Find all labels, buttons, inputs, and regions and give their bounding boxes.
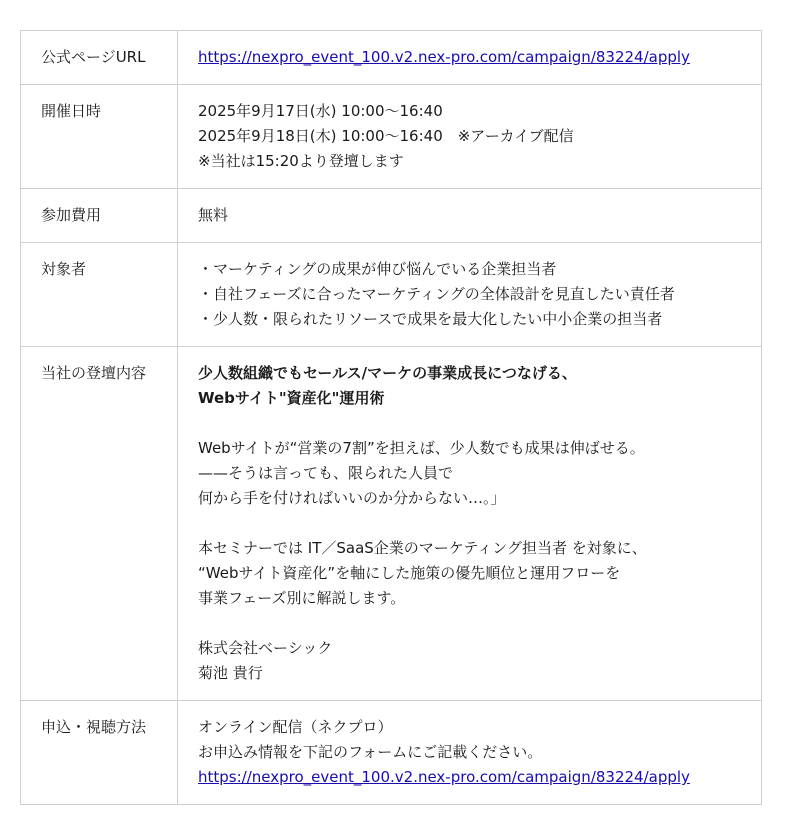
official-url-link[interactable]: https://nexpro_event_100.v2.nex-pro.com/campaign/83224/apply: [198, 48, 690, 66]
session-content-label: 当社の登壇内容: [21, 347, 178, 701]
apply-method-line: オンライン配信（ネクプロ）: [198, 718, 393, 736]
session-intro-line: Webサイトが“営業の7割”を担えば、少人数でも成果は伸ばせる。: [198, 439, 645, 457]
fee-value: 無料: [178, 189, 762, 243]
event-dates-label: 開催日時: [21, 85, 178, 189]
official-url-cell: [178, 31, 762, 85]
spacer: [198, 411, 751, 436]
audience-item: ・マーケティングの成果が伸び悩んでいる企業担当者: [198, 260, 557, 278]
session-intro-line: ——そうは言っても、限られた人員で: [198, 464, 454, 482]
fee-label: 参加費用: [21, 189, 178, 243]
apply-method-cell: [178, 701, 762, 805]
event-date-line: 2025年9月18日(木) 10:00〜16:40 ※アーカイブ配信: [198, 127, 574, 145]
speaker-company: 株式会社ベーシック: [198, 639, 333, 657]
row-event-dates: [21, 85, 762, 189]
event-date-note: ※当社は15:20より登壇します: [198, 152, 404, 170]
event-date-line: 2025年9月17日(水) 10:00〜16:40: [198, 102, 443, 120]
speaker-name: 菊池 貴行: [198, 664, 263, 682]
event-info-table: [20, 30, 762, 805]
session-title-line: Webサイト"資産化"運用術: [198, 389, 385, 407]
spacer: [198, 511, 751, 536]
apply-method-line: お申込み情報を下記のフォームにご記載ください。: [198, 743, 543, 761]
official-url-label: 公式ページURL: [21, 31, 178, 85]
target-audience-label: 対象者: [21, 243, 178, 347]
apply-form-link[interactable]: https://nexpro_event_100.v2.nex-pro.com/campaign/83224/apply: [198, 768, 690, 786]
row-target-audience: [21, 243, 762, 347]
session-intro-line: 何から手を付ければいいのか分からない…。」: [198, 489, 506, 507]
session-body-line: 本セミナーでは IT／SaaS企業のマーケティング担当者 を対象に、: [198, 539, 647, 557]
target-audience-cell: [178, 243, 762, 347]
audience-item: ・少人数・限られたリソースで成果を最大化したい中小企業の担当者: [198, 310, 663, 328]
apply-method-label: 申込・視聴方法: [21, 701, 178, 805]
row-fee: [21, 189, 762, 243]
session-title-line: 少人数組織でもセールス/マーケの事業成長につなげる、: [198, 364, 577, 382]
event-dates-cell: [178, 85, 762, 189]
session-body-line: “Webサイト資産化”を軸にした施策の優先順位と運用フローを: [198, 564, 621, 582]
session-content-cell: [178, 347, 762, 701]
row-apply-method: [21, 701, 762, 805]
row-official-url: [21, 31, 762, 85]
audience-item: ・自社フェーズに合ったマーケティングの全体設計を見直したい責任者: [198, 285, 675, 303]
row-session-content: [21, 347, 762, 701]
session-body-line: 事業フェーズ別に解説します。: [198, 589, 406, 607]
spacer: [198, 611, 751, 636]
